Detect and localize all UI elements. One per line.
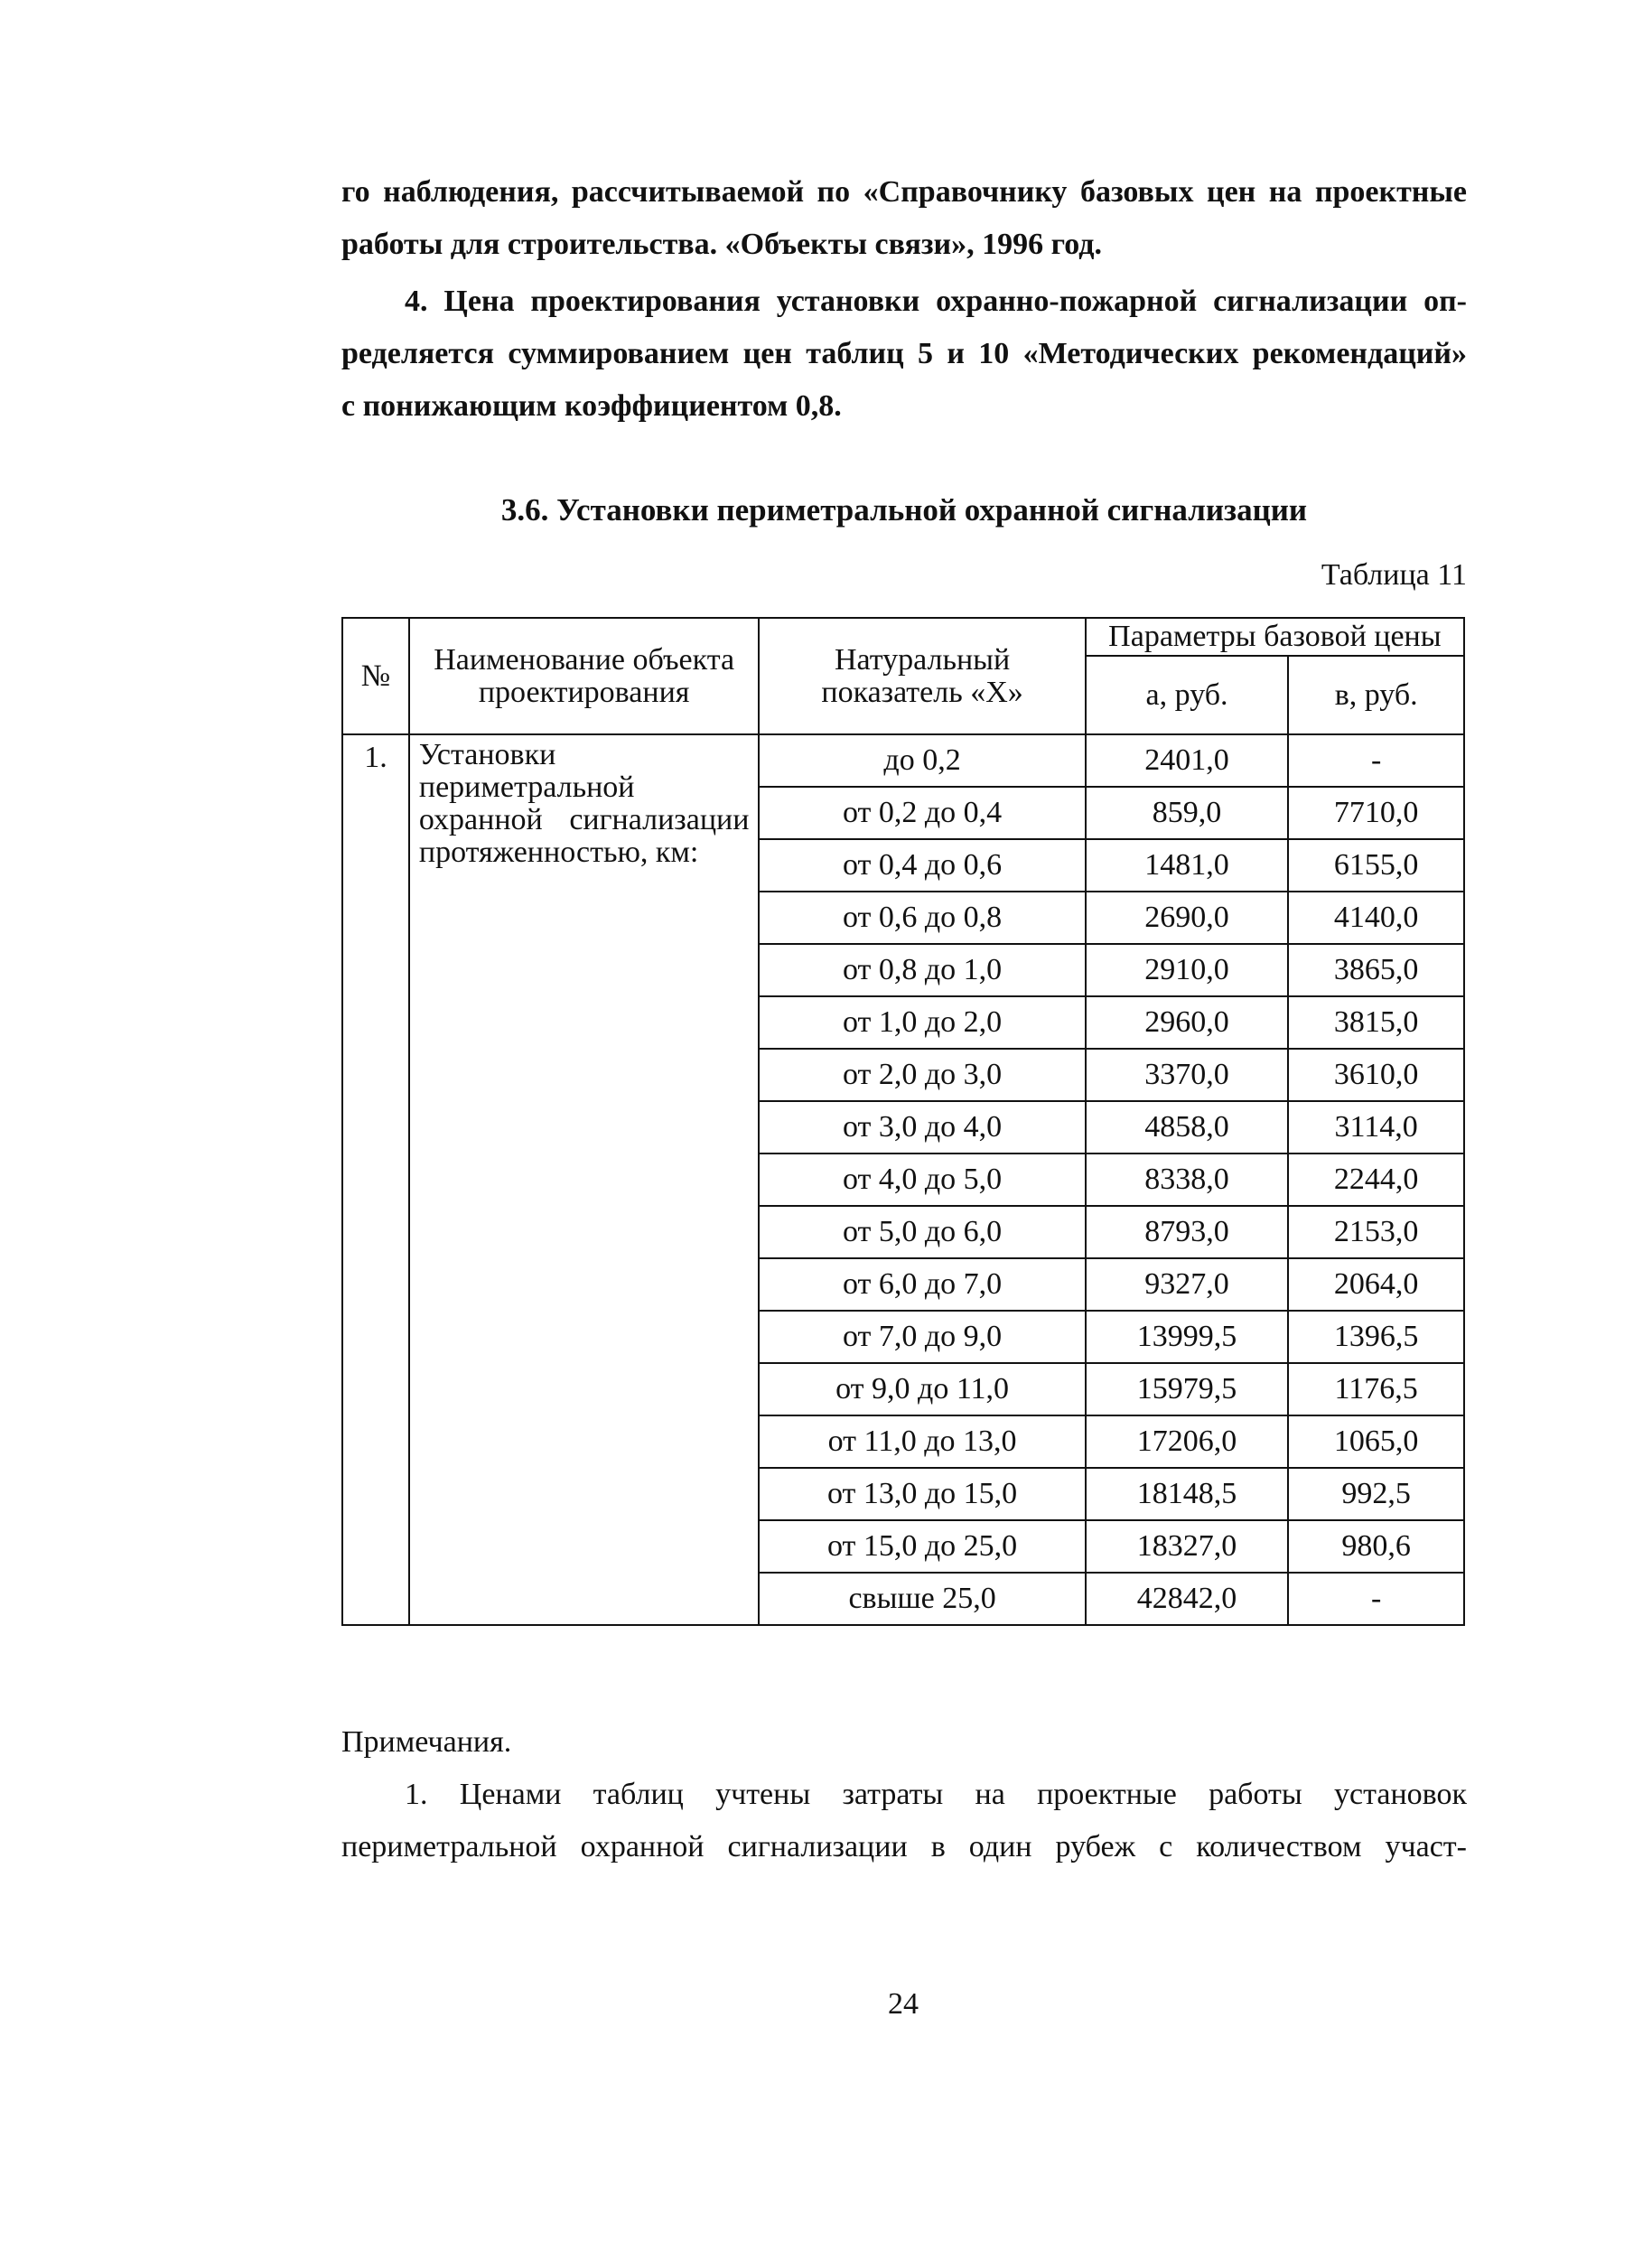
text-line: 1. Ценами таблиц учтены затраты на проектные работы установок xyxy=(405,1778,1467,1811)
price-a-cell: 17206,0 xyxy=(1086,1415,1289,1468)
price-b-cell: 2153,0 xyxy=(1288,1206,1464,1258)
price-b-cell: 980,6 xyxy=(1288,1520,1464,1573)
price-table xyxy=(341,617,1465,1626)
price-b-cell: 992,5 xyxy=(1288,1468,1464,1520)
price-a-cell: 2960,0 xyxy=(1086,996,1289,1049)
price-b-cell: 3114,0 xyxy=(1288,1101,1464,1154)
indicator-cell: от 0,8 до 1,0 xyxy=(759,944,1085,996)
indicator-cell: до 0,2 xyxy=(759,734,1085,787)
indicator-cell: от 0,2 до 0,4 xyxy=(759,787,1085,839)
price-a-cell: 2690,0 xyxy=(1086,892,1289,944)
row-number: 1. xyxy=(342,734,409,1625)
table-row xyxy=(342,734,1464,787)
text-line: 4. Цена проектирования установки охранно-пожарной сигнализации оп- xyxy=(405,285,1467,318)
price-a-cell: 42842,0 xyxy=(1086,1573,1289,1625)
indicator-cell: от 7,0 до 9,0 xyxy=(759,1311,1085,1363)
price-b-cell: - xyxy=(1288,1573,1464,1625)
indicator-cell: от 3,0 до 4,0 xyxy=(759,1101,1085,1154)
indicator-cell: от 2,0 до 3,0 xyxy=(759,1049,1085,1101)
header-name: Наименование объекта проектирования xyxy=(409,618,760,734)
price-a-cell: 2401,0 xyxy=(1086,734,1289,787)
text-line: ределяется суммированием цен таблиц 5 и 10 «Методических рекомендаций» xyxy=(341,337,1467,370)
text-line: с понижающим коэффициентом 0,8. xyxy=(341,389,842,423)
price-b-cell: 3610,0 xyxy=(1288,1049,1464,1101)
header-indicator: Натуральный показатель «Х» xyxy=(759,618,1085,734)
indicator-cell: от 11,0 до 13,0 xyxy=(759,1415,1085,1468)
price-b-cell: 2244,0 xyxy=(1288,1154,1464,1206)
price-b-cell: 1176,5 xyxy=(1288,1363,1464,1415)
header-params: Параметры базовой цены xyxy=(1086,618,1464,656)
text-line: работы для строительства. «Объекты связи», 1996 год. xyxy=(341,228,1102,261)
text-line: периметральной охранной сигнализации в один рубеж с количеством участ- xyxy=(341,1830,1467,1863)
price-a-cell: 8338,0 xyxy=(1086,1154,1289,1206)
indicator-cell: от 4,0 до 5,0 xyxy=(759,1154,1085,1206)
notes-title: Примечания. xyxy=(341,1725,512,1759)
price-b-cell: 3815,0 xyxy=(1288,996,1464,1049)
notes xyxy=(341,1716,511,1769)
price-a-cell: 4858,0 xyxy=(1086,1101,1289,1154)
price-b-cell: - xyxy=(1288,734,1464,787)
price-a-cell: 1481,0 xyxy=(1086,839,1289,892)
price-b-cell: 3865,0 xyxy=(1288,944,1464,996)
indicator-cell: от 6,0 до 7,0 xyxy=(759,1258,1085,1311)
price-b-cell: 4140,0 xyxy=(1288,892,1464,944)
object-name: Установки периметральной охранной сигнализации протяженностью, км: xyxy=(409,734,760,1625)
paragraph-continuation xyxy=(341,166,1467,271)
indicator-cell: от 13,0 до 15,0 xyxy=(759,1468,1085,1520)
price-a-cell: 8793,0 xyxy=(1086,1206,1289,1258)
price-a-cell: 18327,0 xyxy=(1086,1520,1289,1573)
indicator-cell: от 5,0 до 6,0 xyxy=(759,1206,1085,1258)
price-b-cell: 1396,5 xyxy=(1288,1311,1464,1363)
price-a-cell: 3370,0 xyxy=(1086,1049,1289,1101)
price-a-cell: 18148,5 xyxy=(1086,1468,1289,1520)
price-a-cell: 859,0 xyxy=(1086,787,1289,839)
price-a-cell: 2910,0 xyxy=(1086,944,1289,996)
price-b-cell: 1065,0 xyxy=(1288,1415,1464,1468)
header-a: а, руб. xyxy=(1086,656,1289,734)
price-b-cell: 7710,0 xyxy=(1288,787,1464,839)
note-1 xyxy=(341,1769,1467,1873)
indicator-cell: от 0,6 до 0,8 xyxy=(759,892,1085,944)
paragraph-4 xyxy=(341,276,1467,433)
price-a-cell: 9327,0 xyxy=(1086,1258,1289,1311)
header-b: в, руб. xyxy=(1288,656,1464,734)
indicator-cell: от 9,0 до 11,0 xyxy=(759,1363,1085,1415)
price-b-cell: 2064,0 xyxy=(1288,1258,1464,1311)
text-line: го наблюдения, рассчитываемой по «Справочнику базовых цен на проектные xyxy=(341,175,1467,209)
header-no: № xyxy=(342,618,409,734)
price-b-cell: 6155,0 xyxy=(1288,839,1464,892)
indicator-cell: от 0,4 до 0,6 xyxy=(759,839,1085,892)
section-heading: 3.6. Установки периметральной охранной сигнализации xyxy=(500,492,1308,528)
price-a-cell: 15979,5 xyxy=(1086,1363,1289,1415)
price-a-cell: 13999,5 xyxy=(1086,1311,1289,1363)
indicator-cell: от 15,0 до 25,0 xyxy=(759,1520,1085,1573)
page-number: 24 xyxy=(888,1987,919,2021)
table-caption: Таблица 11 xyxy=(1321,558,1467,592)
indicator-cell: свыше 25,0 xyxy=(759,1573,1085,1625)
indicator-cell: от 1,0 до 2,0 xyxy=(759,996,1085,1049)
